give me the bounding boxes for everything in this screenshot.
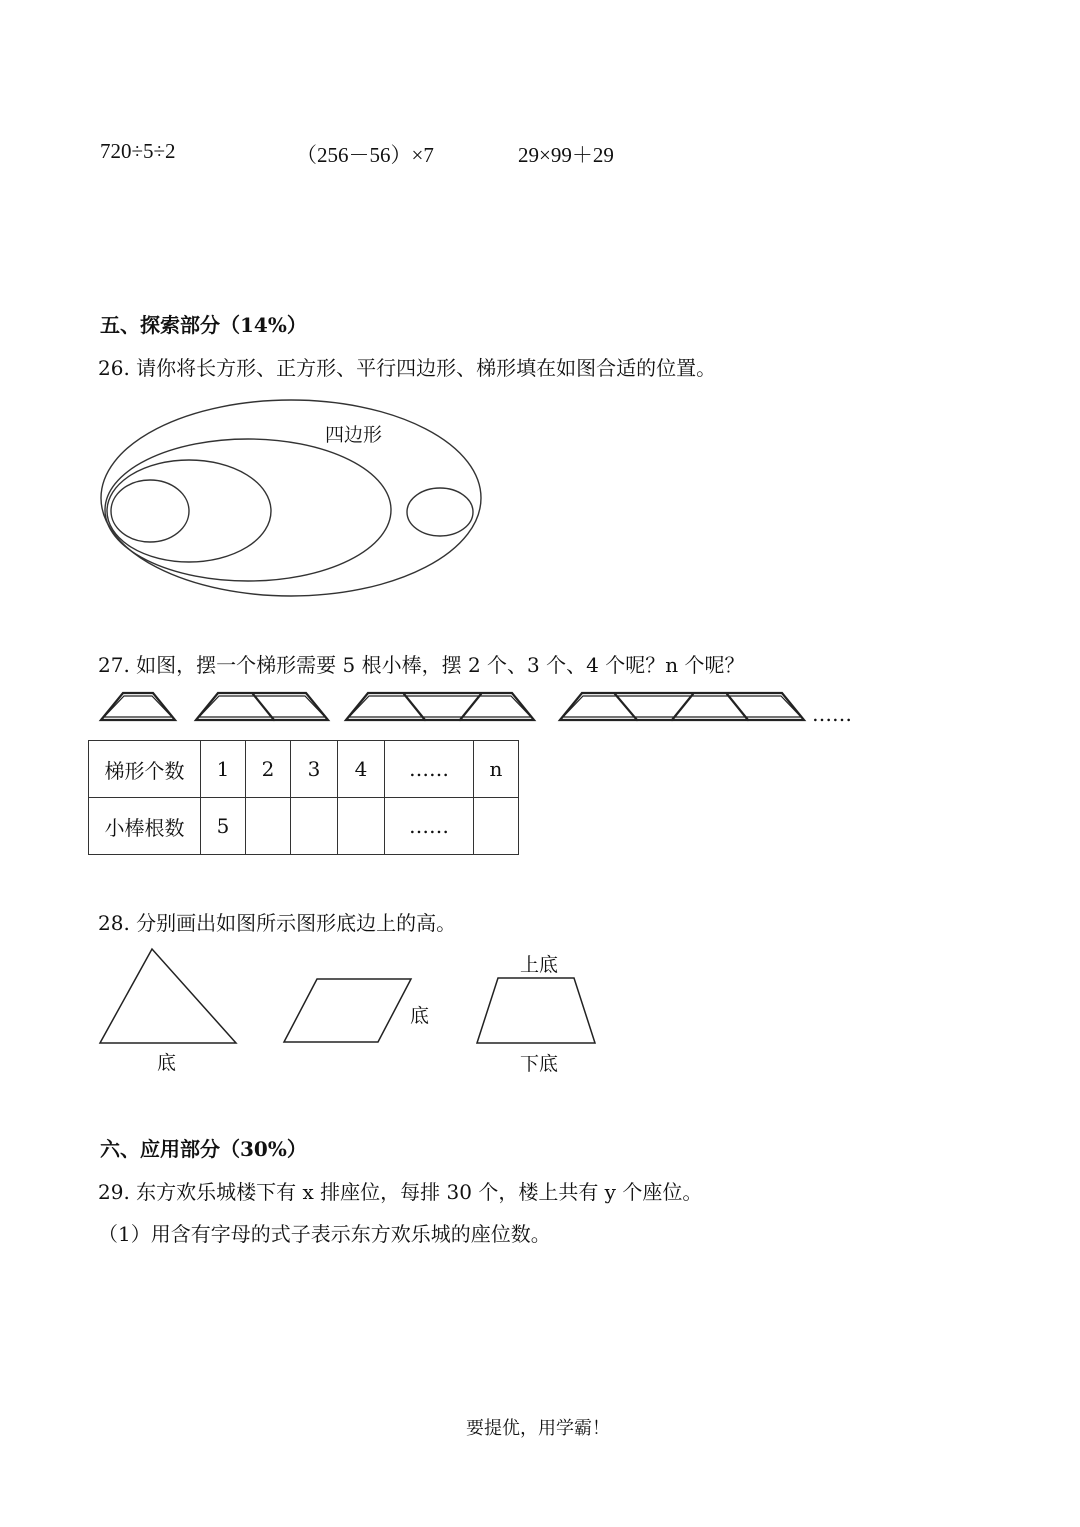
trapezoid-top-base-label: 上底 [520, 954, 559, 976]
calculation-3: 29×99＋29 [518, 143, 614, 167]
calculation-1: 720÷5÷2 [100, 139, 176, 163]
section-6-title: 六、应用部分（30%） [100, 1137, 307, 1161]
table-cell: 1 [201, 741, 246, 798]
trapezoid-bottom-base-label: 下底 [520, 1053, 559, 1075]
calculation-2: （256－56）×7 [296, 143, 434, 167]
quadrilateral-label: 四边形 [325, 424, 383, 446]
question-27: 27. 如图，摆一个梯形需要 5 根小棒，摆 2 个、3 个、4 个呢？n 个呢？ [98, 653, 745, 677]
triangle-base-label: 底 [157, 1052, 177, 1074]
table-cell: 梯形个数 [89, 741, 201, 798]
parallelogram-shape [284, 979, 411, 1042]
table-cell: n [474, 741, 519, 798]
sticks-ellipsis: …… [812, 702, 852, 726]
question-28: 28. 分别画出如图所示图形底边上的高。 [98, 911, 457, 935]
question-26: 26. 请你将长方形、正方形、平行四边形、梯形填在如图合适的位置。 [98, 356, 717, 380]
table-cell: 5 [201, 798, 246, 855]
table-cell: …… [385, 741, 474, 798]
table-cell: …… [385, 798, 474, 855]
table-cell: 4 [338, 741, 385, 798]
page-footer: 要提优，用学霸！ [466, 1418, 610, 1439]
trapezoid-shape [477, 978, 595, 1043]
parallelogram-base-label: 底 [410, 1005, 430, 1027]
section-5-title: 五、探索部分（14%） [100, 313, 307, 337]
table-cell: 2 [246, 741, 291, 798]
table-cell: 3 [291, 741, 338, 798]
question-29: 29. 东方欢乐城楼下有 x 排座位，每排 30 个，楼上共有 y 个座位。 [98, 1180, 703, 1204]
question-29-part-1: （1）用含有字母的式子表示东方欢乐城的座位数。 [98, 1222, 551, 1246]
table-cell: 小棒根数 [89, 798, 201, 855]
triangle-shape [100, 949, 236, 1043]
